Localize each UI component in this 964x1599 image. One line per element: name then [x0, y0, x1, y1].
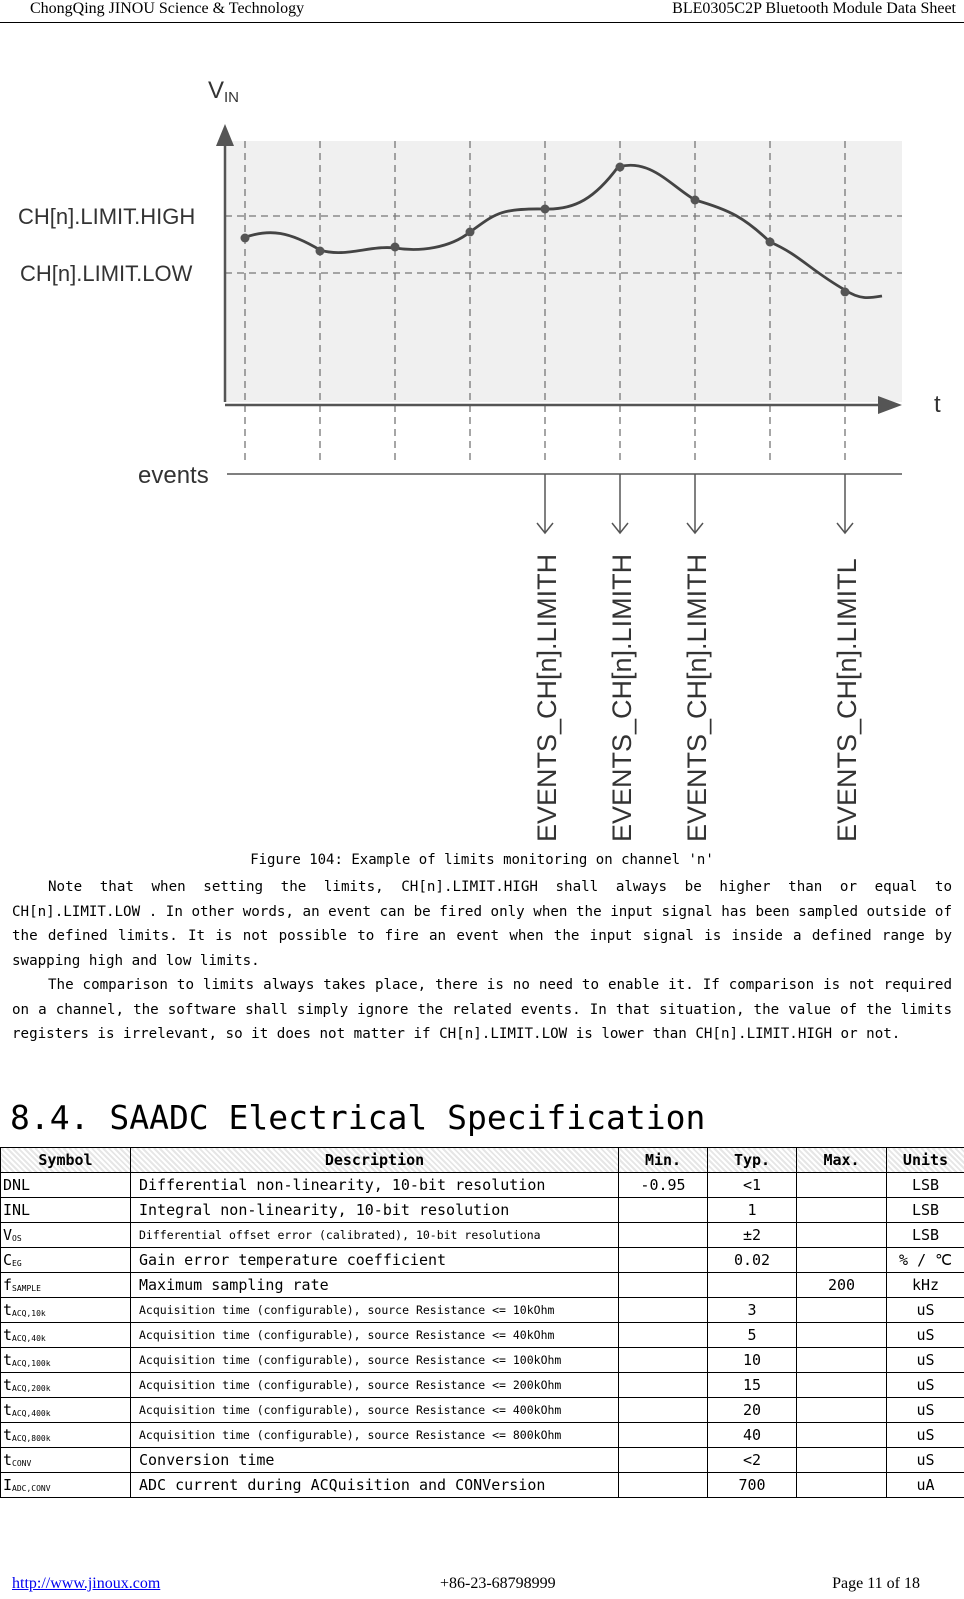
cell-symbol — [1, 1373, 131, 1398]
table-body — [1, 1173, 964, 1498]
cell-max — [797, 1448, 887, 1473]
table-row — [1, 1323, 964, 1348]
symbol-text: C — [3, 1251, 13, 1269]
symbol-subscript: EG — [12, 1259, 22, 1268]
cell-typ: 700 — [708, 1473, 797, 1498]
cell-max: 200 — [797, 1273, 887, 1298]
cell-min — [619, 1448, 708, 1473]
cell-max — [797, 1223, 887, 1248]
cell-typ: 1 — [708, 1198, 797, 1223]
footer-website-link[interactable]: http://www.jinoux.com — [12, 1575, 161, 1592]
table-row — [1, 1373, 964, 1398]
section-title: 8.4. SAADC Electrical Specification — [10, 1098, 706, 1137]
cell-min — [619, 1473, 708, 1498]
cell-typ: 10 — [708, 1348, 797, 1373]
cell-symbol — [1, 1298, 131, 1323]
symbol-text: t — [3, 1426, 13, 1444]
table-row — [1, 1298, 964, 1323]
symbol-subscript: ADC,CONV — [12, 1484, 51, 1493]
cell-max — [797, 1398, 887, 1423]
footer-page-number: Page 11 of 18 — [832, 1575, 920, 1592]
symbol-text: t — [3, 1376, 13, 1394]
cell-description: Acquisition time (configurable), source Resistance <= 40kOhm — [131, 1323, 619, 1348]
cell-units: % / ℃ — [887, 1248, 964, 1273]
header-units: Units — [887, 1148, 964, 1173]
cell-min — [619, 1348, 708, 1373]
cell-min — [619, 1298, 708, 1323]
event-arrows — [537, 474, 853, 533]
symbol-text: DNL — [3, 1176, 31, 1194]
limit-low-label: CH[n].LIMIT.LOW — [20, 261, 193, 286]
cell-units: LSB — [887, 1173, 964, 1198]
paragraph-comparison: The comparison to limits always takes place, there is no need to enable it. If comparison is not required on a channel, the software shall simply ignore the related events. In that situation, the value of the limits registers is irrelevant, so it does not matter if CH[n].LIMIT.LOW is lower than CH[n].LIMIT.HIGH or not. — [12, 977, 952, 1042]
table-row — [1, 1173, 964, 1198]
table-row — [1, 1398, 964, 1423]
cell-min — [619, 1248, 708, 1273]
cell-description: Integral non-linearity, 10-bit resolution — [131, 1198, 619, 1223]
table-row — [1, 1223, 964, 1248]
cell-typ: ±2 — [708, 1223, 797, 1248]
cell-description: Differential offset error (calibrated), 10-bit resolutiona — [131, 1223, 619, 1248]
table-row — [1, 1198, 964, 1223]
figure-caption: Figure 104: Example of limits monitoring on channel 'n' — [250, 852, 714, 868]
cell-symbol — [1, 1173, 131, 1198]
symbol-text: t — [3, 1401, 13, 1419]
cell-symbol — [1, 1348, 131, 1373]
symbol-subscript: CONV — [12, 1459, 32, 1468]
cell-units: uS — [887, 1373, 964, 1398]
cell-symbol — [1, 1223, 131, 1248]
symbol-text: f — [3, 1276, 13, 1294]
cell-max — [797, 1348, 887, 1373]
cell-units: uS — [887, 1398, 964, 1423]
cell-max — [797, 1423, 887, 1448]
cell-typ: <2 — [708, 1448, 797, 1473]
symbol-subscript: ACQ,100k — [12, 1359, 51, 1368]
header-max: Max. — [797, 1148, 887, 1173]
cell-typ: 3 — [708, 1298, 797, 1323]
cell-units: uS — [887, 1448, 964, 1473]
cell-description: Conversion time — [131, 1448, 619, 1473]
cell-description: Maximum sampling rate — [131, 1273, 619, 1298]
symbol-subscript: ACQ,200k — [12, 1384, 51, 1393]
symbol-subscript: ACQ,800k — [12, 1434, 51, 1443]
symbol-subscript: ACQ,400k — [12, 1409, 51, 1418]
page-footer — [0, 1575, 964, 1597]
saadc-spec-table — [0, 1147, 964, 1498]
cell-typ — [708, 1273, 797, 1298]
cell-symbol — [1, 1398, 131, 1423]
table-row — [1, 1448, 964, 1473]
header-description: Description — [131, 1148, 619, 1173]
cell-typ: 40 — [708, 1423, 797, 1448]
cell-units: uS — [887, 1323, 964, 1348]
cell-max — [797, 1373, 887, 1398]
cell-description: Acquisition time (configurable), source Resistance <= 400kOhm — [131, 1398, 619, 1423]
events-label: events — [138, 462, 209, 489]
cell-min: -0.95 — [619, 1173, 708, 1198]
cell-symbol — [1, 1423, 131, 1448]
cell-min — [619, 1373, 708, 1398]
cell-units: uS — [887, 1348, 964, 1373]
cell-max — [797, 1323, 887, 1348]
cell-units: LSB — [887, 1198, 964, 1223]
limit-high-label: CH[n].LIMIT.HIGH — [18, 204, 196, 229]
cell-max — [797, 1473, 887, 1498]
cell-symbol — [1, 1198, 131, 1223]
symbol-text: t — [3, 1451, 13, 1469]
symbol-text: t — [3, 1301, 13, 1319]
plot-background — [225, 141, 902, 402]
cell-typ: 5 — [708, 1323, 797, 1348]
table-row — [1, 1273, 964, 1298]
cell-description: Acquisition time (configurable), source Resistance <= 200kOhm — [131, 1373, 619, 1398]
symbol-subscript: OS — [12, 1234, 22, 1243]
cell-description: Acquisition time (configurable), source Resistance <= 10kOhm — [131, 1298, 619, 1323]
cell-description: ADC current during ACQuisition and CONVersion — [131, 1473, 619, 1498]
symbol-text: INL — [3, 1201, 31, 1219]
event-label-3: EVENTS_CH[n].LIMITH — [682, 553, 712, 842]
cell-max — [797, 1173, 887, 1198]
page-header — [0, 0, 964, 23]
paragraph-limits-note: Note that when setting the limits, CH[n].LIMIT.HIGH shall always be higher than or equal to CH[n].LIMIT.LOW . In other words, an event can be fired only when the input signal has been sampled outside of the defined limits. It is not possible to fire an event when the input signal is inside a defined range by swapping high and low limits. — [12, 879, 952, 969]
symbol-subscript: SAMPLE — [12, 1284, 41, 1293]
cell-description: Differential non-linearity, 10-bit resolution — [131, 1173, 619, 1198]
table-row — [1, 1423, 964, 1448]
cell-description: Gain error temperature coefficient — [131, 1248, 619, 1273]
cell-symbol — [1, 1323, 131, 1348]
cell-max — [797, 1298, 887, 1323]
limits-monitoring-figure — [0, 40, 964, 850]
cell-units: kHz — [887, 1273, 964, 1298]
cell-typ: <1 — [708, 1173, 797, 1198]
cell-typ: 15 — [708, 1373, 797, 1398]
header-symbol: Symbol — [1, 1148, 131, 1173]
event-label-1: EVENTS_CH[n].LIMITH — [532, 553, 562, 842]
cell-typ: 0.02 — [708, 1248, 797, 1273]
symbol-subscript: ACQ,40k — [12, 1334, 46, 1343]
cell-min — [619, 1423, 708, 1448]
cell-units: uS — [887, 1423, 964, 1448]
event-label-4: EVENTS_CH[n].LIMITL — [832, 558, 862, 842]
header-typ: Typ. — [708, 1148, 797, 1173]
cell-min — [619, 1398, 708, 1423]
cell-symbol — [1, 1273, 131, 1298]
cell-max — [797, 1248, 887, 1273]
cell-units: LSB — [887, 1223, 964, 1248]
time-axis-label: t — [934, 391, 941, 418]
header-company: ChongQing JINOU Science & Technology — [30, 0, 305, 17]
cell-symbol — [1, 1448, 131, 1473]
header-doc-title: BLE0305C2P Bluetooth Module Data Sheet — [672, 0, 956, 17]
table-header-row — [1, 1148, 964, 1173]
cell-min — [619, 1198, 708, 1223]
cell-min — [619, 1323, 708, 1348]
symbol-text: t — [3, 1351, 13, 1369]
cell-description: Acquisition time (configurable), source Resistance <= 800kOhm — [131, 1423, 619, 1448]
cell-units: uA — [887, 1473, 964, 1498]
symbol-subscript: ACQ,10k — [12, 1309, 46, 1318]
cell-units: uS — [887, 1298, 964, 1323]
table-row — [1, 1473, 964, 1498]
header-min: Min. — [619, 1148, 708, 1173]
cell-max — [797, 1198, 887, 1223]
table-row — [1, 1248, 964, 1273]
symbol-text: V — [3, 1226, 13, 1244]
cell-min — [619, 1223, 708, 1248]
cell-description: Acquisition time (configurable), source Resistance <= 100kOhm — [131, 1348, 619, 1373]
vin-label: VIN — [208, 77, 240, 106]
cell-min — [619, 1273, 708, 1298]
y-axis-arrow — [216, 124, 234, 146]
event-label-2: EVENTS_CH[n].LIMITH — [607, 553, 637, 842]
table-row — [1, 1348, 964, 1373]
footer-phone: +86-23-68798999 — [440, 1575, 556, 1592]
cell-symbol — [1, 1248, 131, 1273]
cell-typ: 20 — [708, 1398, 797, 1423]
cell-symbol — [1, 1473, 131, 1498]
symbol-text: I — [3, 1476, 13, 1494]
symbol-text: t — [3, 1326, 13, 1344]
